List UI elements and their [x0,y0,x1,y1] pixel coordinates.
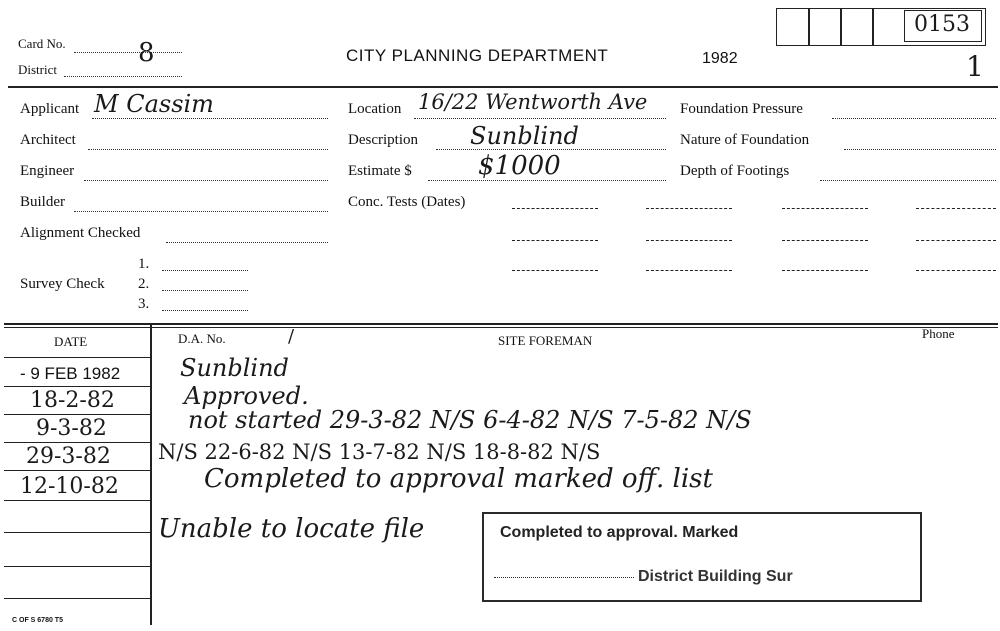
log-note: Completed to approval marked off. list [204,464,713,494]
district-line [64,76,182,77]
log-date: - 9 FEB 1982 [20,364,121,383]
page-mark: 1 [966,50,984,83]
year: 1982 [702,50,738,67]
district-label: District [18,62,57,77]
foundation-pressure-label: Foundation Pressure [680,101,803,117]
estimate-value: $1000 [478,151,561,181]
survey-2-line [162,290,248,291]
date-column-divider [150,325,152,625]
row-rule [4,470,150,471]
stamp-signature-line [494,576,634,578]
row-rule [4,598,150,599]
log-top-rule-thin [4,327,998,328]
survey-1-line [162,270,248,271]
log-date: 12-10-82 [20,474,119,499]
conc-test-line [916,208,996,209]
row-rule [4,532,150,533]
survey-3-line [162,310,248,311]
stamp-line-1: Completed to approval. Marked [500,524,739,541]
conc-test-line [782,240,868,241]
row-rule [4,442,150,443]
card-no-line [74,52,182,53]
page-title: CITY PLANNING DEPARTMENT [346,46,609,65]
survey-1-label: 1. [138,256,150,272]
ref-divider [808,8,810,46]
applicant-label: Applicant [20,101,80,117]
foundation-pressure-line [832,118,996,119]
header-rule [8,86,998,88]
engineer-label: Engineer [20,163,75,179]
card-no-value: 8 [138,38,155,68]
conc-test-line [512,240,598,241]
description-value: Sunblind [470,122,579,150]
builder-line [74,211,328,212]
builder-label: Builder [20,194,65,210]
approval-stamp [482,512,922,602]
applicant-line [92,118,328,119]
phone-header: Phone [922,326,955,341]
date-header-rule [4,357,150,358]
estimate-label: Estimate $ [348,163,412,179]
date-header: DATE [54,334,88,349]
log-date: 29-3-82 [26,444,111,469]
row-rule [4,414,150,415]
da-no-mark: / [288,326,295,347]
location-value: 16/22 Wentworth Ave [418,90,648,114]
site-foreman-header: SITE FOREMAN [498,333,593,348]
survey-2-label: 2. [138,276,150,292]
stamp-line-2: District Building Sur [638,568,793,585]
footer-code: C OF S 6780 T5 [12,617,63,624]
ref-divider [840,8,842,46]
log-note: N/S 22-6-82 N/S 13-7-82 N/S 18-8-82 N/S [158,440,601,464]
conc-test-line [916,240,996,241]
alignment-line [166,242,328,243]
log-note: Approved. [184,382,309,410]
row-rule [4,386,150,387]
nature-foundation-label: Nature of Foundation [680,132,810,148]
conc-test-line [646,270,732,271]
description-label: Description [348,132,418,148]
nature-foundation-line [844,149,996,150]
card-no-label: Card No. [18,36,66,51]
survey-label: Survey Check [20,276,105,292]
depth-footings-line [820,180,996,181]
ref-number: 0153 [914,12,970,37]
applicant-value: M Cassim [94,90,214,118]
architect-label: Architect [20,132,76,148]
row-rule [4,500,150,501]
conc-test-line [512,270,598,271]
log-date: 9-3-82 [36,416,107,441]
log-date: 18-2-82 [30,388,115,413]
location-label: Location [348,101,402,117]
log-note: Sunblind [180,354,289,382]
conc-test-line [782,270,868,271]
log-last-note: Unable to locate file [158,514,425,544]
ref-divider [872,8,874,46]
conc-tests-label: Conc. Tests (Dates) [348,194,466,210]
location-line [414,118,666,119]
log-note: not started 29-3-82 N/S 6-4-82 N/S 7-5-82 N/S [188,406,752,434]
conc-test-line [512,208,598,209]
engineer-line [84,180,328,181]
conc-test-line [782,208,868,209]
conc-test-line [646,208,732,209]
conc-test-line [916,270,996,271]
architect-line [88,149,328,150]
conc-test-line [646,240,732,241]
da-no-header: D.A. No. [178,331,226,346]
depth-footings-label: Depth of Footings [680,163,790,179]
row-rule [4,566,150,567]
alignment-label: Alignment Checked [20,225,141,241]
log-top-rule [4,323,998,325]
survey-3-label: 3. [138,296,150,312]
